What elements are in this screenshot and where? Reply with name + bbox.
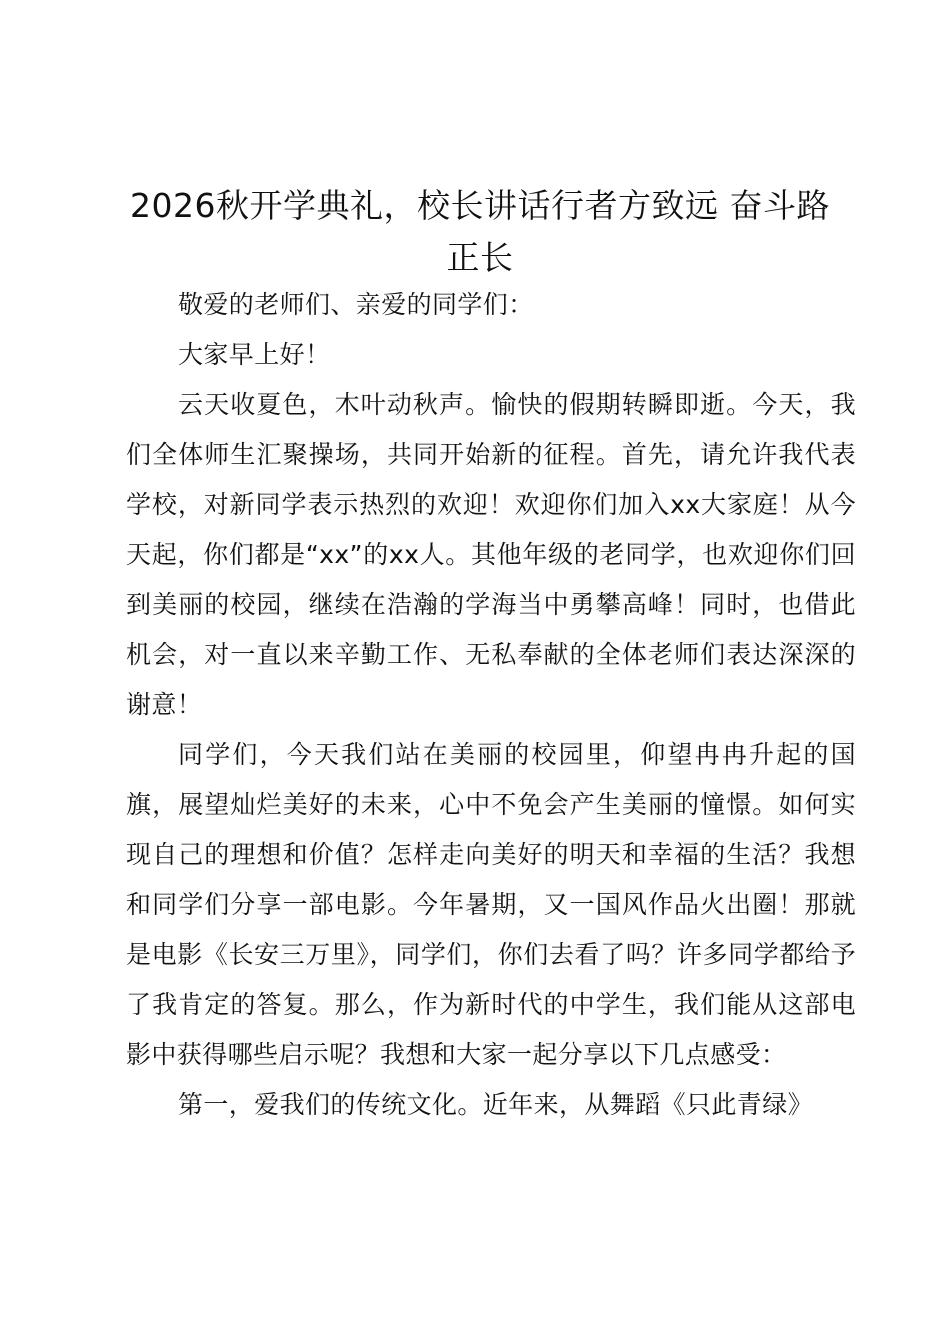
paragraph-greeting: 大家早上好！ (178, 340, 331, 369)
document-body (126, 280, 856, 1130)
paragraph-salutation: 敬爱的老师们、亲爱的同学们： (178, 290, 534, 319)
paragraph-movie: 同学们，今天我们站在美丽的校园里，仰望冉冉升起的国旗，展望灿烂美好的未来，心中不免会产生美丽的憧憬。如何实现自己的理想和价值？怎样走向美好的明天和幸福的生活？我想和同学们分享一部电影。今年暑期，又一国风作品火出圈！那就是电影《长安三万里》，同学们，你们去看了吗？许多同学都给予了我肯定的答复。那么，作为新时代的中学生，我们能从这部电影中获得哪些启示呢？我想和大家一起分享以下几点感受： (126, 740, 856, 1069)
paragraph-welcome: 云天收夏色，木叶动秋声。愉快的假期转瞬即逝。今天，我们全体师生汇聚操场，共同开始新的征程。首先，请允许我代表学校，对新同学表示热烈的欢迎！欢迎你们加入xx大家庭！从今天起，你们都是“xx”的xx人。其他年级的老同学，也欢迎你们回到美丽的校园，继续在浩瀚的学海当中勇攀高峰！同时，也借此机会，对一直以来辛勤工作、无私奉献的全体老师们表达深深的谢意！ (126, 390, 856, 719)
paragraph-first-point: 第一，爱我们的传统文化。近年来，从舞蹈《只此青绿》 (178, 1090, 814, 1119)
document-title: 2026秋开学典礼，校长讲话行者方致远 奋斗路正长 (130, 186, 830, 277)
